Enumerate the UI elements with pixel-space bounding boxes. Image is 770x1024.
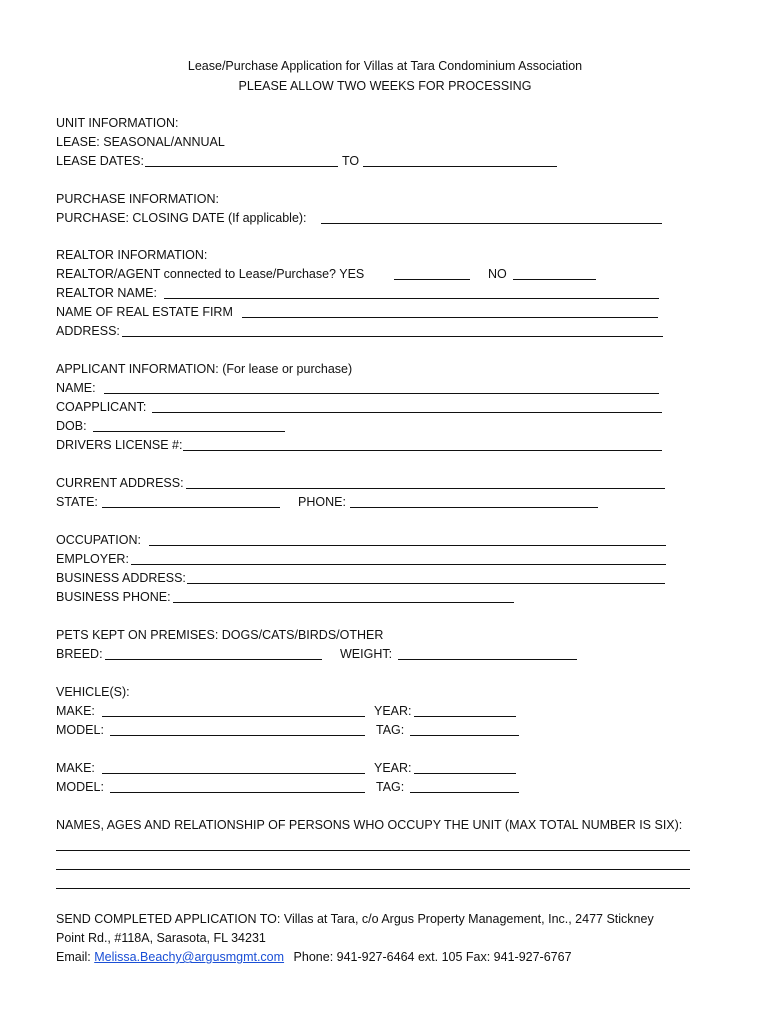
pets-heading: PETS KEPT ON PREMISES: DOGS/CATS/BIRDS/OTHER [56, 628, 384, 642]
realtor-firm-row [56, 303, 676, 321]
realtor-connected-row [56, 265, 616, 283]
closing-date-field[interactable] [321, 223, 662, 224]
realtor-name-field[interactable] [164, 298, 659, 299]
vehicle2-make-row [56, 759, 536, 777]
business-address-row [56, 569, 676, 587]
coapplicant-row [56, 398, 676, 416]
make-label: MAKE: [56, 704, 95, 718]
breed-weight-row [56, 645, 596, 663]
vehicle1-model-field[interactable] [110, 735, 365, 736]
model-label: MODEL: [56, 723, 104, 737]
realtor-address-field[interactable] [122, 336, 663, 337]
breed-label: BREED: [56, 647, 103, 661]
vehicle1-year-field[interactable] [414, 716, 516, 717]
applicant-heading: APPLICANT INFORMATION: (For lease or purchase) [56, 362, 353, 376]
applicant-name-row [56, 379, 676, 397]
license-field[interactable] [183, 450, 662, 451]
unit-heading: UNIT INFORMATION: [56, 116, 179, 130]
year-label: YEAR: [374, 704, 412, 718]
realtor-address-row [56, 322, 676, 340]
current-address-field[interactable] [186, 488, 665, 489]
business-address-label: BUSINESS ADDRESS: [56, 571, 186, 585]
business-address-field[interactable] [187, 583, 665, 584]
lease-dates-row [56, 152, 576, 170]
tag-label: TAG: [376, 780, 405, 794]
lease-end-field[interactable] [363, 166, 557, 167]
realtor-firm-label: NAME OF REAL ESTATE FIRM [56, 305, 233, 319]
phone-fax: Phone: 941-927-6464 ext. 105 Fax: 941-927-6767 [293, 950, 572, 964]
business-phone-label: BUSINESS PHONE: [56, 590, 171, 604]
send-to-line-2: Point Rd., #118A, Sarasota, FL 34231 [56, 931, 266, 945]
occupants-heading: NAMES, AGES AND RELATIONSHIP OF PERSONS WHO OCCUPY THE UNIT (MAX TOTAL NUMBER IS SIX): [56, 818, 683, 832]
form-title: Lease/Purchase Application for Villas at Tara Condominium Association [187, 59, 583, 73]
vehicle1-model-row [56, 721, 536, 739]
vehicle1-tag-field[interactable] [410, 735, 519, 736]
coapplicant-field[interactable] [152, 412, 662, 413]
phone-field[interactable] [350, 507, 598, 508]
applicant-name-label: NAME: [56, 381, 96, 395]
realtor-no-field[interactable] [513, 279, 596, 280]
occupants-line-2[interactable] [56, 869, 690, 870]
vehicle2-make-field[interactable] [102, 773, 365, 774]
weight-label: WEIGHT: [340, 647, 393, 661]
realtor-firm-field[interactable] [242, 317, 658, 318]
realtor-address-label: ADDRESS: [56, 324, 120, 338]
occupation-field[interactable] [149, 545, 666, 546]
contact-line [56, 948, 736, 967]
closing-date-label: PURCHASE: CLOSING DATE (If applicable): [56, 211, 307, 225]
vehicle2-model-field[interactable] [110, 792, 365, 793]
model-label: MODEL: [56, 780, 104, 794]
to-label: TO [342, 154, 360, 168]
lease-type: LEASE: SEASONAL/ANNUAL [56, 135, 225, 149]
business-phone-row [56, 588, 556, 606]
employer-label: EMPLOYER: [56, 552, 129, 566]
vehicle2-tag-field[interactable] [410, 792, 519, 793]
occupation-row [56, 531, 676, 549]
lease-start-field[interactable] [145, 166, 338, 167]
year-label: YEAR: [374, 761, 412, 775]
occupants-line-1[interactable] [56, 850, 690, 851]
coapplicant-label: COAPPLICANT: [56, 400, 147, 414]
state-field[interactable] [102, 507, 280, 508]
license-row [56, 436, 676, 454]
vehicles-heading: VEHICLE(S): [56, 685, 130, 699]
vehicle2-year-field[interactable] [414, 773, 516, 774]
license-label: DRIVERS LICENSE #: [56, 438, 183, 452]
lease-dates-label: LEASE DATES: [56, 154, 144, 168]
business-phone-field[interactable] [173, 602, 514, 603]
realtor-connected-label: REALTOR/AGENT connected to Lease/Purchase? YES [56, 267, 365, 281]
breed-field[interactable] [105, 659, 322, 660]
email-label: Email: [56, 950, 91, 964]
realtor-heading: REALTOR INFORMATION: [56, 248, 208, 262]
closing-date-row [56, 209, 676, 227]
vehicle1-make-field[interactable] [102, 716, 365, 717]
vehicle1-make-row [56, 702, 536, 720]
weight-field[interactable] [398, 659, 577, 660]
state-phone-row [56, 493, 616, 511]
tag-label: TAG: [376, 723, 405, 737]
dob-label: DOB: [56, 419, 87, 433]
send-to-line-1: SEND COMPLETED APPLICATION TO: Villas at Tara, c/o Argus Property Management, Inc., 2477 Stickney [56, 912, 654, 926]
state-label: STATE: [56, 495, 98, 509]
vehicle2-model-row [56, 778, 536, 796]
realtor-name-label: REALTOR NAME: [56, 286, 157, 300]
make-label: MAKE: [56, 761, 95, 775]
realtor-no-label: NO [488, 267, 507, 281]
email-link[interactable]: Melissa.Beachy@argusmgmt.com [94, 950, 285, 964]
occupants-line-3[interactable] [56, 888, 690, 889]
form-subtitle: PLEASE ALLOW TWO WEEKS FOR PROCESSING [238, 79, 532, 93]
employer-row [56, 550, 676, 568]
realtor-yes-field[interactable] [394, 279, 470, 280]
dob-field[interactable] [93, 431, 285, 432]
dob-row [56, 417, 356, 435]
realtor-name-row [56, 284, 676, 302]
phone-label: PHONE: [298, 495, 346, 509]
purchase-heading: PURCHASE INFORMATION: [56, 192, 219, 206]
employer-field[interactable] [131, 564, 666, 565]
occupation-label: OCCUPATION: [56, 533, 141, 547]
applicant-name-field[interactable] [104, 393, 659, 394]
current-address-row [56, 474, 676, 492]
current-address-label: CURRENT ADDRESS: [56, 476, 184, 490]
